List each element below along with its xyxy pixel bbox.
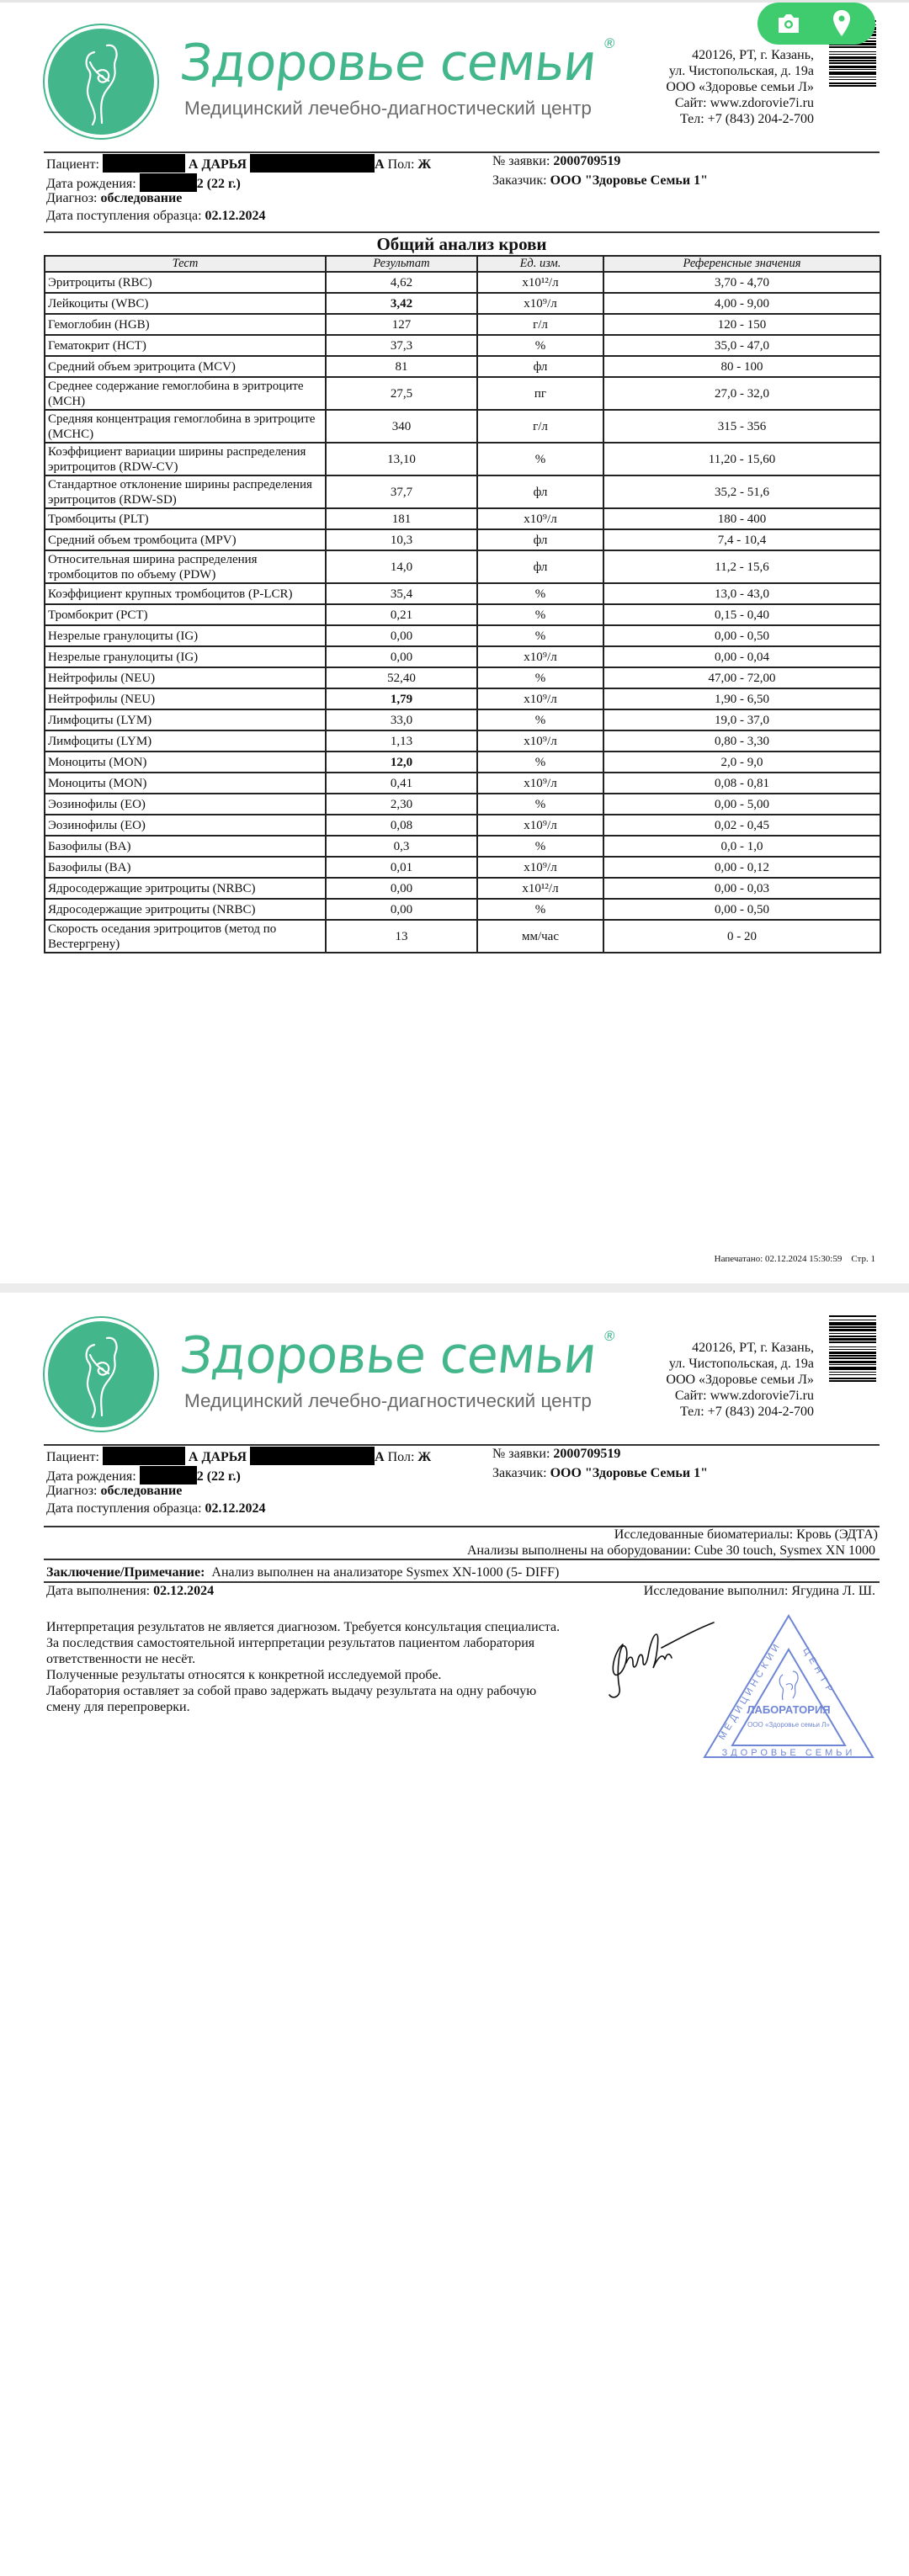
stamp-letter: И bbox=[764, 1651, 777, 1663]
barcode-bar bbox=[829, 1322, 876, 1325]
result-cell: 27,5 bbox=[326, 377, 477, 410]
unit-cell: x10⁹/л bbox=[477, 688, 603, 709]
redaction bbox=[250, 1447, 375, 1465]
brand-name: Здоровье семьи ® bbox=[177, 34, 617, 93]
completion-date-line: Дата выполнения: 02.12.2024 bbox=[46, 1584, 215, 1598]
test-cell: Базофилы (BA) bbox=[45, 836, 326, 857]
page-separator bbox=[0, 1283, 909, 1293]
address-line: ул. Чистопольская, д. 19а bbox=[668, 64, 814, 78]
test-cell: Стандартное отклонение ширины распределения эритроцитов (RDW-SD) bbox=[45, 475, 326, 508]
barcode-bar bbox=[829, 1380, 876, 1382]
col-test: Тест bbox=[45, 256, 326, 272]
redaction bbox=[250, 154, 375, 173]
test-cell: Нейтрофилы (NEU) bbox=[45, 688, 326, 709]
reference-cell: 4,00 - 9,00 bbox=[603, 293, 880, 314]
barcode-bar bbox=[829, 62, 876, 64]
reference-cell: 2,0 - 9,0 bbox=[603, 752, 880, 773]
unit-cell: % bbox=[477, 335, 603, 356]
barcode-bar bbox=[829, 56, 876, 59]
stamp-letter: Ц bbox=[737, 1695, 751, 1707]
result-cell: 52,40 bbox=[326, 667, 477, 688]
received-date-line: Дата поступления образца: 02.12.2024 bbox=[46, 209, 266, 223]
table-row bbox=[45, 604, 880, 625]
stamp-letter: И bbox=[732, 1703, 746, 1715]
test-cell: Средний объем тромбоцита (MPV) bbox=[45, 529, 326, 550]
result-cell: 0,41 bbox=[326, 773, 477, 794]
barcode-bar bbox=[829, 69, 876, 70]
divider bbox=[44, 1444, 880, 1446]
unit-cell: x10⁹/л bbox=[477, 508, 603, 529]
table-row bbox=[45, 773, 880, 794]
table-row bbox=[45, 443, 880, 475]
clinic-address bbox=[666, 1340, 814, 1420]
family-logo-icon bbox=[48, 1321, 154, 1427]
result-cell: 127 bbox=[326, 314, 477, 335]
result-cell: 37,3 bbox=[326, 335, 477, 356]
unit-cell: x10¹²/л bbox=[477, 878, 603, 899]
test-cell: Гемоглобин (HGB) bbox=[45, 314, 326, 335]
clinic-address bbox=[666, 47, 814, 127]
table-row bbox=[45, 730, 880, 752]
unit-cell: % bbox=[477, 604, 603, 625]
test-cell: Нейтрофилы (NEU) bbox=[45, 667, 326, 688]
address-line: ул. Чистопольская, д. 19а bbox=[668, 1357, 814, 1371]
result-cell: 37,7 bbox=[326, 475, 477, 508]
birth-date-line: Дата рождения: 2 (22 г.) bbox=[46, 173, 241, 192]
barcode-bar bbox=[829, 1346, 876, 1347]
test-cell: Лейкоциты (WBC) bbox=[45, 293, 326, 314]
reference-cell: 0,0 - 1,0 bbox=[603, 836, 880, 857]
result-cell: 1,79 bbox=[326, 688, 477, 709]
patient-line: Пациент: А ДАРЬЯ А Пол: Ж bbox=[46, 1447, 431, 1465]
test-cell: Относительная ширина распределения тромбоцитов по объему (PDW) bbox=[45, 550, 326, 583]
reference-cell: 19,0 - 37,0 bbox=[603, 709, 880, 730]
barcode-bar bbox=[829, 1364, 876, 1365]
reference-cell: 0,00 - 0,12 bbox=[603, 857, 880, 878]
stamp-letter: Н bbox=[811, 1664, 824, 1676]
test-cell: Скорость оседания эритроцитов (метод по Вестергрену) bbox=[45, 920, 326, 953]
test-cell: Лимфоциты (LYM) bbox=[45, 730, 326, 752]
barcode-bar bbox=[829, 1338, 876, 1341]
camera-icon[interactable] bbox=[776, 12, 801, 35]
customer-line: Заказчик: ООО "Здоровье Семьи 1" bbox=[492, 1466, 708, 1480]
stamp-letter: М bbox=[716, 1729, 730, 1742]
address-line: ООО «Здоровье семьи Л» bbox=[666, 1373, 814, 1387]
disclaimer-line: ответственности не несёт. bbox=[46, 1652, 196, 1666]
barcode-bar bbox=[829, 82, 876, 84]
unit-cell: г/л bbox=[477, 314, 603, 335]
equipment-line: Анализы выполнены на оборудовании: Cube 30 touch, Sysmex XN 1000 bbox=[467, 1543, 875, 1558]
table-row bbox=[45, 475, 880, 508]
floating-action-pill[interactable] bbox=[758, 3, 875, 45]
order-number-line: № заявки: 2000709519 bbox=[492, 154, 621, 168]
table-row bbox=[45, 356, 880, 377]
unit-cell: фл bbox=[477, 550, 603, 583]
table-row bbox=[45, 836, 880, 857]
unit-cell: x10¹²/л bbox=[477, 272, 603, 293]
table-row bbox=[45, 529, 880, 550]
table-row bbox=[45, 794, 880, 815]
table-row bbox=[45, 688, 880, 709]
test-cell: Коэффициент вариации ширины распределения эритроцитов (RDW-CV) bbox=[45, 443, 326, 475]
disclaimer-line: Интерпретация результатов не является диагнозом. Требуется консультация специалиста. bbox=[46, 1620, 561, 1634]
disclaimer-line: За последствия самостоятельной интерпретации результатов пациентом лаборатория bbox=[46, 1636, 535, 1650]
registered-mark: ® bbox=[602, 1328, 617, 1344]
test-cell: Тромбоциты (PLT) bbox=[45, 508, 326, 529]
map-pin-icon[interactable] bbox=[832, 9, 852, 38]
result-cell: 0,21 bbox=[326, 604, 477, 625]
result-cell: 13 bbox=[326, 920, 477, 953]
reference-cell: 0,00 - 0,50 bbox=[603, 899, 880, 920]
result-cell: 2,30 bbox=[326, 794, 477, 815]
customer-line: Заказчик: ООО "Здоровье Семьи 1" bbox=[492, 173, 708, 188]
redaction bbox=[103, 154, 185, 173]
reference-cell: 13,0 - 43,0 bbox=[603, 583, 880, 604]
redaction bbox=[140, 173, 197, 192]
address-line: Тел: +7 (843) 204-2-700 bbox=[679, 1405, 814, 1419]
result-cell: 0,01 bbox=[326, 857, 477, 878]
stamp-letter: Ц bbox=[800, 1645, 813, 1658]
test-cell: Среднее содержание гемоглобина в эритроците (MCH) bbox=[45, 377, 326, 410]
barcode-bar bbox=[829, 85, 876, 87]
test-cell: Базофилы (BA) bbox=[45, 857, 326, 878]
patient-line: Пациент: А ДАРЬЯ А Пол: Ж bbox=[46, 154, 431, 173]
col-unit: Ед. изм. bbox=[477, 256, 603, 272]
reference-cell: 0,02 - 0,45 bbox=[603, 815, 880, 836]
unit-cell: % bbox=[477, 583, 603, 604]
table-header bbox=[45, 256, 880, 272]
family-logo-icon bbox=[48, 29, 154, 135]
disclaimer bbox=[46, 1619, 560, 1715]
test-cell: Эозинофилы (EO) bbox=[45, 815, 326, 836]
laboratory-stamp bbox=[700, 1612, 877, 1764]
table-row bbox=[45, 920, 880, 953]
unit-cell: x10⁹/л bbox=[477, 815, 603, 836]
test-cell: Незрелые гранулоциты (IG) bbox=[45, 625, 326, 646]
result-cell: 0,08 bbox=[326, 815, 477, 836]
result-cell: 12,0 bbox=[326, 752, 477, 773]
address-line: Сайт: www.zdorovie7i.ru bbox=[674, 96, 814, 110]
address-line: 420126, РТ, г. Казань, bbox=[692, 48, 814, 62]
test-cell: Эозинофилы (EO) bbox=[45, 794, 326, 815]
reference-cell: 1,90 - 6,50 bbox=[603, 688, 880, 709]
table-row bbox=[45, 335, 880, 356]
test-cell: Тромбокрит (PCT) bbox=[45, 604, 326, 625]
barcode bbox=[829, 1315, 876, 1411]
disclaimer-line: Лаборатория оставляет за собой право задержать выдачу результата на одну рабочую bbox=[46, 1684, 537, 1698]
result-cell: 0,3 bbox=[326, 836, 477, 857]
print-footer: Напечатано: 02.12.2024 15:30:59 Стр. 1 bbox=[714, 1254, 875, 1264]
result-cell: 81 bbox=[326, 356, 477, 377]
stamp-letter: Р bbox=[822, 1683, 835, 1694]
stamp-letter: К bbox=[759, 1660, 771, 1671]
barcode-bar bbox=[829, 1336, 876, 1337]
table-row bbox=[45, 410, 880, 443]
unit-cell: мм/час bbox=[477, 920, 603, 953]
reference-cell: 315 - 356 bbox=[603, 410, 880, 443]
unit-cell: % bbox=[477, 709, 603, 730]
stamp-bottom-text: ЗДОРОВЬЕ СЕМЬИ bbox=[721, 1748, 856, 1758]
reference-cell: 0,08 - 0,81 bbox=[603, 773, 880, 794]
brand-subtitle: Медицинский лечебно-диагностический центр bbox=[184, 1390, 592, 1411]
result-cell: 340 bbox=[326, 410, 477, 443]
barcode-bar bbox=[829, 72, 876, 75]
page-1 bbox=[0, 0, 909, 1283]
col-reference: Референсные значения bbox=[603, 256, 880, 272]
reference-cell: 0,00 - 0,04 bbox=[603, 646, 880, 667]
stamp-letter: Е bbox=[722, 1721, 735, 1733]
reference-cell: 35,0 - 47,0 bbox=[603, 335, 880, 356]
reference-cell: 0,15 - 0,40 bbox=[603, 604, 880, 625]
barcode-bar bbox=[829, 1326, 876, 1328]
table-row bbox=[45, 293, 880, 314]
received-date-line: Дата поступления образца: 02.12.2024 bbox=[46, 1501, 266, 1516]
barcode-bar bbox=[829, 1333, 876, 1334]
barcode-bar bbox=[829, 1329, 876, 1331]
barcode-bar bbox=[829, 51, 876, 52]
unit-cell: % bbox=[477, 836, 603, 857]
test-cell: Средняя концентрация гемоглобина в эритроците (MCHC) bbox=[45, 410, 326, 443]
stamp-letter: Н bbox=[748, 1677, 761, 1689]
unit-cell: % bbox=[477, 443, 603, 475]
redaction bbox=[140, 1466, 197, 1485]
logo-emblem bbox=[48, 29, 154, 135]
table-row bbox=[45, 646, 880, 667]
disclaimer-line: смену для перепроверки. bbox=[46, 1700, 190, 1714]
stamp-org-text: ООО «Здоровье семьи Л» bbox=[747, 1721, 830, 1729]
performer-line: Исследование выполнил: Ягудина Л. Ш. bbox=[643, 1584, 875, 1598]
reference-cell: 11,20 - 15,60 bbox=[603, 443, 880, 475]
barcode-bar bbox=[829, 1372, 876, 1373]
test-cell: Лимфоциты (LYM) bbox=[45, 709, 326, 730]
result-cell: 0,00 bbox=[326, 646, 477, 667]
diagnosis-line: Диагноз: обследование bbox=[46, 191, 183, 205]
table-row bbox=[45, 508, 880, 529]
table-row bbox=[45, 625, 880, 646]
result-cell: 0,00 bbox=[326, 899, 477, 920]
result-cell: 10,3 bbox=[326, 529, 477, 550]
unit-cell: % bbox=[477, 752, 603, 773]
results-table bbox=[44, 255, 881, 953]
reference-cell: 3,70 - 4,70 bbox=[603, 272, 880, 293]
unit-cell: x10⁹/л bbox=[477, 773, 603, 794]
barcode-bar bbox=[829, 1361, 876, 1363]
table-row bbox=[45, 899, 880, 920]
result-cell: 33,0 bbox=[326, 709, 477, 730]
report-title: Общий анализ крови bbox=[376, 234, 547, 254]
reference-cell: 0,00 - 0,50 bbox=[603, 625, 880, 646]
test-cell: Эритроциты (RBC) bbox=[45, 272, 326, 293]
barcode-bar bbox=[829, 1374, 876, 1375]
barcode-bar bbox=[829, 60, 876, 61]
result-cell: 1,13 bbox=[326, 730, 477, 752]
biomaterial-line: Исследованные биоматериалы: Кровь (ЭДТА) bbox=[614, 1527, 878, 1542]
unit-cell: фл bbox=[477, 475, 603, 508]
barcode-bar bbox=[829, 1315, 876, 1317]
table-row bbox=[45, 752, 880, 773]
test-cell: Моноциты (MON) bbox=[45, 773, 326, 794]
barcode-bar bbox=[829, 54, 876, 55]
table-row bbox=[45, 377, 880, 410]
barcode-bar bbox=[829, 1357, 876, 1359]
brand-name: Здоровье семьи ® bbox=[177, 1326, 617, 1385]
unit-cell: x10⁹/л bbox=[477, 646, 603, 667]
reference-cell: 0,00 - 5,00 bbox=[603, 794, 880, 815]
page-2 bbox=[0, 1293, 909, 2576]
barcode-bar bbox=[829, 46, 876, 48]
divider bbox=[44, 1581, 880, 1583]
disclaimer-line: Полученные результаты относятся к конкретной исследуемой пробе. bbox=[46, 1668, 442, 1682]
stamp-letter: И bbox=[743, 1686, 756, 1697]
birth-date-line: Дата рождения: 2 (22 г.) bbox=[46, 1466, 241, 1485]
result-cell: 0,00 bbox=[326, 878, 477, 899]
stamp-letter: Й bbox=[769, 1642, 782, 1654]
stamp-letter: Т bbox=[817, 1674, 829, 1685]
barcode-bar bbox=[829, 66, 876, 68]
table-row bbox=[45, 857, 880, 878]
address-line: 420126, РТ, г. Казань, bbox=[692, 1341, 814, 1355]
unit-cell: % bbox=[477, 899, 603, 920]
col-result: Результат bbox=[326, 256, 477, 272]
table-row bbox=[45, 583, 880, 604]
barcode-bar bbox=[829, 79, 876, 80]
reference-cell: 47,00 - 72,00 bbox=[603, 667, 880, 688]
barcode-bar bbox=[829, 1367, 876, 1370]
result-cell: 14,0 bbox=[326, 550, 477, 583]
test-cell: Гематокрит (HCT) bbox=[45, 335, 326, 356]
stamp-lab-text: ЛАБОРАТОРИЯ bbox=[747, 1703, 831, 1716]
unit-cell: фл bbox=[477, 356, 603, 377]
table-row bbox=[45, 272, 880, 293]
reference-cell: 0,80 - 3,30 bbox=[603, 730, 880, 752]
brand-subtitle: Медицинский лечебно-диагностический центр bbox=[184, 98, 592, 119]
test-cell: Ядросодержащие эритроциты (NRBC) bbox=[45, 899, 326, 920]
table-row bbox=[45, 815, 880, 836]
result-cell: 35,4 bbox=[326, 583, 477, 604]
divider bbox=[44, 151, 880, 153]
unit-cell: % bbox=[477, 667, 603, 688]
unit-cell: г/л bbox=[477, 410, 603, 443]
address-line: ООО «Здоровье семьи Л» bbox=[666, 80, 814, 94]
reference-cell: 0 - 20 bbox=[603, 920, 880, 953]
reference-cell: 80 - 100 bbox=[603, 356, 880, 377]
test-cell: Средний объем эритроцита (MCV) bbox=[45, 356, 326, 377]
test-cell: Ядросодержащие эритроциты (NRBC) bbox=[45, 878, 326, 899]
stamp-family-emblem bbox=[779, 1671, 798, 1700]
redaction bbox=[103, 1447, 185, 1465]
order-number-line: № заявки: 2000709519 bbox=[492, 1447, 621, 1461]
test-cell: Незрелые гранулоциты (IG) bbox=[45, 646, 326, 667]
diagnosis-line: Диагноз: обследование bbox=[46, 1484, 183, 1498]
table-row bbox=[45, 667, 880, 688]
table-row bbox=[45, 709, 880, 730]
stamp-letter: Е bbox=[806, 1655, 819, 1666]
result-cell: 3,42 bbox=[326, 293, 477, 314]
registered-mark: ® bbox=[602, 35, 617, 51]
table-row bbox=[45, 878, 880, 899]
barcode-bar bbox=[829, 1341, 876, 1343]
result-cell: 13,10 bbox=[326, 443, 477, 475]
reference-cell: 35,2 - 51,6 bbox=[603, 475, 880, 508]
test-cell: Моноциты (MON) bbox=[45, 752, 326, 773]
address-line: Тел: +7 (843) 204-2-700 bbox=[679, 112, 814, 126]
result-cell: 0,00 bbox=[326, 625, 477, 646]
unit-cell: % bbox=[477, 625, 603, 646]
barcode-bar bbox=[829, 1352, 876, 1354]
divider bbox=[44, 231, 880, 233]
conclusion-line: Заключение/Примечание: Анализ выполнен на анализаторе Sysmex XN-1000 (5- DIFF) bbox=[46, 1565, 560, 1580]
result-cell: 181 bbox=[326, 508, 477, 529]
stamp-letter: Д bbox=[727, 1713, 740, 1724]
unit-cell: фл bbox=[477, 529, 603, 550]
reference-cell: 27,0 - 32,0 bbox=[603, 377, 880, 410]
reference-cell: 11,2 - 15,6 bbox=[603, 550, 880, 583]
unit-cell: % bbox=[477, 794, 603, 815]
logo-emblem bbox=[48, 1321, 154, 1427]
reference-cell: 0,00 - 0,03 bbox=[603, 878, 880, 899]
unit-cell: пг bbox=[477, 377, 603, 410]
stamp-letter: С bbox=[753, 1669, 767, 1681]
table-row bbox=[45, 314, 880, 335]
reference-cell: 180 - 400 bbox=[603, 508, 880, 529]
barcode-bar bbox=[829, 1355, 876, 1357]
unit-cell: x10⁹/л bbox=[477, 857, 603, 878]
divider bbox=[44, 1559, 880, 1560]
barcode-bar bbox=[829, 1378, 876, 1379]
result-cell: 4,62 bbox=[326, 272, 477, 293]
barcode-bar bbox=[829, 1349, 876, 1350]
test-cell: Коэффициент крупных тромбоцитов (P-LCR) bbox=[45, 583, 326, 604]
reference-cell: 120 - 150 bbox=[603, 314, 880, 335]
unit-cell: x10⁹/л bbox=[477, 293, 603, 314]
unit-cell: x10⁹/л bbox=[477, 730, 603, 752]
table-row bbox=[45, 550, 880, 583]
reference-cell: 7,4 - 10,4 bbox=[603, 529, 880, 550]
address-line: Сайт: www.zdorovie7i.ru bbox=[674, 1389, 814, 1403]
